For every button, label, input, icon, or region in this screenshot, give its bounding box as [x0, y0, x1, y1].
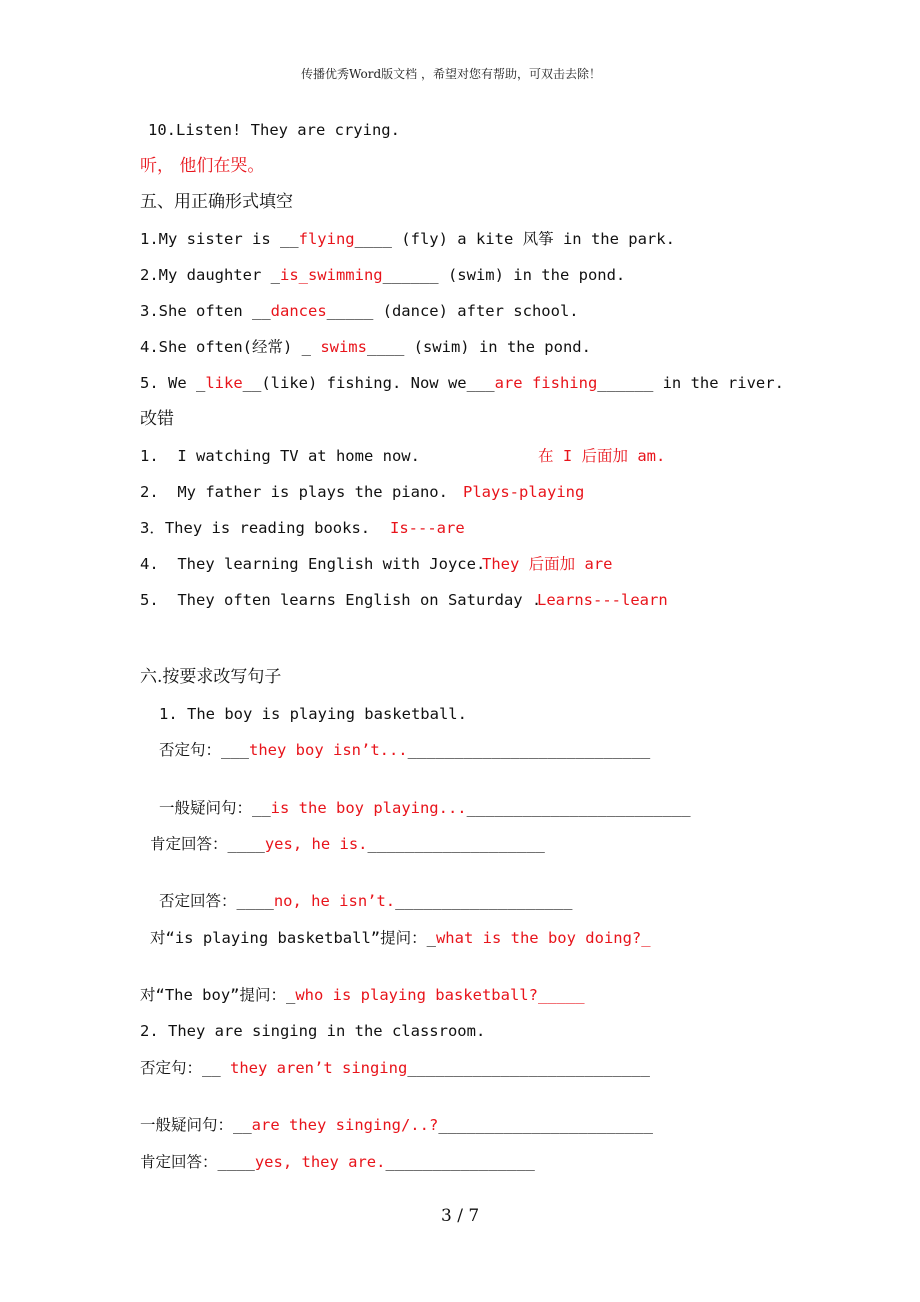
correction-item-3: 3．They is reading books.	[140, 519, 371, 537]
s1-no-answer: no, he isn’t.	[273, 892, 396, 910]
s1-affirmative-answer: yes, he is.	[264, 835, 368, 853]
correction-item-2: 2. My father is plays the piano.	[140, 483, 448, 501]
s1-what-answer: what is the boy doing?_	[435, 929, 651, 947]
rewrite-sentence-2: 2. They are singing in the classroom.	[140, 1022, 486, 1040]
s2-question-answer: are they singing/..?	[251, 1116, 439, 1134]
correction-answer-4: They 后面加 are	[482, 555, 613, 573]
q10-answer: 听， 他们在哭。	[140, 156, 265, 176]
fill-answer-5a: like	[205, 374, 243, 392]
section5-title: 五、用正确形式填空	[140, 192, 293, 212]
rewrite-sentence-1: 1. The boy is playing basketball.	[159, 705, 467, 723]
fill-answer-5b: are fishing	[494, 374, 598, 392]
correction-answer-1: 在 I 后面加 am.	[538, 447, 666, 465]
correction-answer-5: Learns---learn	[537, 591, 668, 609]
s2-affirmative-answer: yes, they are.	[254, 1153, 386, 1171]
fill-item-2: 2.My daughter _is_swimming______ (swim) in the pond.	[140, 266, 626, 284]
page-number: 3 / 7	[441, 1206, 480, 1226]
s2-affirmative: 肯定回答：____yes, they are.________________	[140, 1153, 535, 1171]
s1-affirmative: 肯定回答：____yes, he is.___________________	[150, 835, 545, 853]
s2-question: 一般疑问句：__are they singing/..?_______________________	[140, 1116, 653, 1134]
s1-negative-answer-line: 否定回答：____no, he isn’t.___________________	[159, 892, 573, 910]
correction-item-1: 1. I watching TV at home now.	[140, 447, 420, 465]
s1-question-answer: is the boy playing...	[270, 799, 467, 817]
correction-item-5: 5. They often learns English on Saturday .	[140, 591, 542, 609]
correction-title: 改错	[140, 409, 174, 429]
correction-answer-3: Is---are	[390, 519, 465, 537]
fill-answer-2: is_swimming	[279, 266, 383, 284]
s1-what-question: 对“is playing basketball”提问：_what is the boy doing?_	[150, 929, 651, 947]
s1-question: 一般疑问句：__is the boy playing...________________________	[159, 799, 691, 817]
fill-item-5: 5. We _like__(like) fishing. Now we___are fishing______ in the river.	[140, 374, 784, 392]
s1-negative-answer: they boy isn’t...	[249, 741, 408, 759]
fill-item-1: 1.My sister is __flying____ (fly) a kite 风筝 in the park.	[140, 230, 675, 248]
s1-who-question: 对“The boy”提问：_who is playing basketball?_____	[140, 986, 585, 1004]
s1-negative: 否定句：___they boy isn’t...__________________________	[159, 741, 651, 759]
correction-item-4: 4. They learning English with Joyce.	[140, 555, 486, 573]
section6-title: 六.按要求改写句子	[140, 667, 282, 687]
q10-sentence: 10.Listen! They are crying.	[148, 121, 400, 139]
fill-answer-3: dances	[270, 302, 327, 320]
s2-negative-answer: they aren’t singing	[230, 1059, 408, 1077]
fill-item-3: 3.She often __dances_____ (dance) after school.	[140, 302, 579, 320]
correction-answer-2: Plays-playing	[463, 483, 585, 501]
s1-who-answer: who is playing basketball?_____	[295, 986, 585, 1004]
page-header: 传播优秀Word版文档 ，希望对您有帮助，可双击去除！	[301, 67, 601, 81]
fill-answer-1: flying	[298, 230, 355, 248]
s2-negative: 否定句：__ they aren’t singing__________________________	[140, 1059, 650, 1077]
fill-item-4: 4.She often(经常) _ swims____ (swim) in the pond.	[140, 338, 591, 356]
fill-answer-4: swims	[320, 338, 367, 356]
